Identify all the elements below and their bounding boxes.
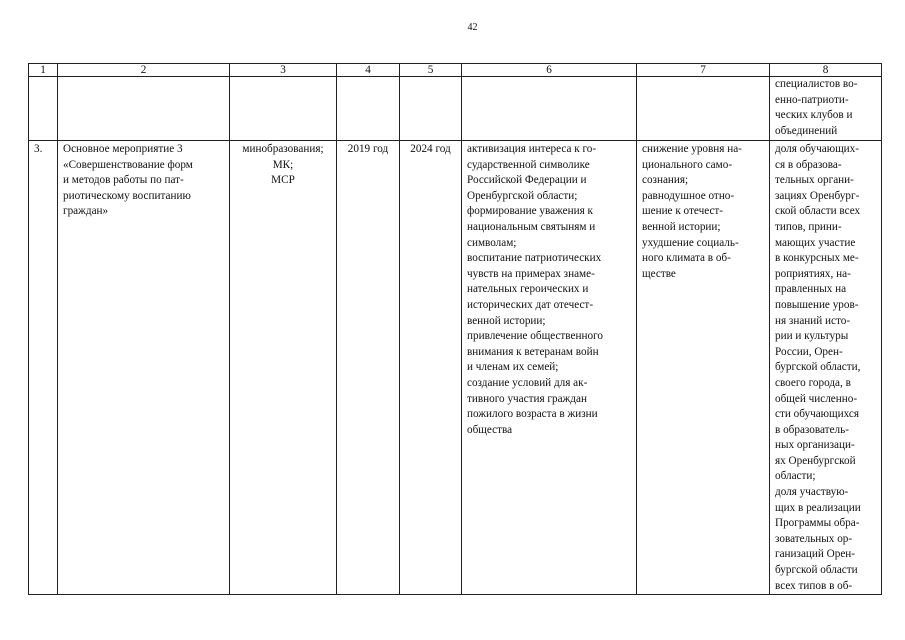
text-line: снижение уровня на- xyxy=(642,143,742,155)
text-line: символам; xyxy=(467,236,517,249)
text-line: ществе xyxy=(642,267,676,280)
column-number: 6 xyxy=(462,64,637,77)
executors-cell xyxy=(230,141,337,595)
text-line: венной истории; xyxy=(467,314,546,327)
text-line: ганизаций Орен- xyxy=(775,548,856,561)
text-line: шение к отечест- xyxy=(642,205,724,218)
table-row xyxy=(29,141,882,595)
text-line: венной истории; xyxy=(642,220,721,233)
text-line: ционального само- xyxy=(642,158,733,171)
text-line: мающих участие xyxy=(775,236,856,249)
text-line: ухудшение социаль- xyxy=(642,236,739,249)
table-cell xyxy=(58,77,230,141)
text-line: объединений xyxy=(775,124,838,137)
column-number: 8 xyxy=(770,64,882,77)
text-line: внимания к ветеранам войн xyxy=(467,345,599,358)
indicators-cell xyxy=(770,141,882,595)
text-line: типов, прини- xyxy=(775,220,842,233)
text-line: своего города, в xyxy=(775,376,851,389)
text-line: исторических дат отечест- xyxy=(467,298,594,311)
text-line: правленных на xyxy=(775,283,847,296)
measure-title-cell xyxy=(58,141,230,595)
row-number: 3. xyxy=(29,141,58,595)
text-line: ской области всех xyxy=(775,205,861,218)
text-line: воспитание патриотических xyxy=(467,252,602,265)
text-line: ного климата в об- xyxy=(642,252,731,265)
text-line: сознания; xyxy=(642,174,689,187)
program-table xyxy=(28,63,882,595)
text-line: России, Орен- xyxy=(775,345,843,358)
text-line: ня знаний исто- xyxy=(775,314,851,327)
text-line: Оренбургской области; xyxy=(467,189,578,202)
text-line: создание условий для ак- xyxy=(467,376,588,389)
column-number: 2 xyxy=(58,64,230,77)
text-line: активизация интереса к го- xyxy=(467,143,597,155)
text-line: Основное мероприятие 3 xyxy=(63,143,183,155)
text-line: «Совершенствование форм xyxy=(63,158,193,171)
column-number: 7 xyxy=(637,64,770,77)
text-line: роприятиях, на- xyxy=(775,267,851,280)
text-line: тивного участия граждан xyxy=(467,392,587,405)
text-line: в конкурсных ме- xyxy=(775,252,859,265)
text-line: риотическому воспитанию xyxy=(63,189,191,202)
text-line: равнодушное отно- xyxy=(642,189,735,202)
text-line: привлечение общественного xyxy=(467,330,603,343)
text-line: национальным святыням и xyxy=(467,220,596,233)
text-line: сударственной символике xyxy=(467,158,590,171)
consequences-cell xyxy=(637,141,770,595)
indicators-cell xyxy=(770,77,882,141)
text-line: тельных органи- xyxy=(775,174,854,187)
text-line: и членам их семей; xyxy=(467,361,559,374)
table-cell xyxy=(337,77,400,141)
column-number: 5 xyxy=(400,64,462,77)
continued-row xyxy=(29,77,882,141)
text-line: пожилого возраста в жизни xyxy=(467,408,598,421)
table-cell xyxy=(637,77,770,141)
column-number: 3 xyxy=(230,64,337,77)
text-line: минобразования; xyxy=(242,143,324,155)
text-line: и методов работы по пат- xyxy=(63,174,184,187)
expected-results-cell xyxy=(462,141,637,595)
text-line: Российской Федерации и xyxy=(467,174,587,187)
text-line: области; xyxy=(775,470,816,483)
text-line: МК; xyxy=(272,158,294,171)
text-line: ся в образова- xyxy=(775,158,842,171)
text-line: специалистов во- xyxy=(775,78,858,90)
text-line: сти обучающихся xyxy=(775,408,860,421)
table-cell xyxy=(400,77,462,141)
table-cell xyxy=(462,77,637,141)
start-year: 2019 год xyxy=(337,141,400,595)
text-line: зовательных ор- xyxy=(775,532,853,545)
text-line: всех типов в об- xyxy=(775,579,853,592)
column-number: 4 xyxy=(337,64,400,77)
text-line: общества xyxy=(467,423,513,436)
text-line: граждан» xyxy=(63,205,109,218)
column-number: 1 xyxy=(29,64,58,77)
text-line: МСР xyxy=(271,174,295,187)
table-cell xyxy=(29,77,58,141)
text-line: бургской области xyxy=(775,564,858,577)
column-number-row xyxy=(29,64,882,77)
text-line: повышение уров- xyxy=(775,298,859,311)
table-cell xyxy=(230,77,337,141)
text-line: в образователь- xyxy=(775,423,849,436)
page-number: 42 xyxy=(467,22,478,33)
text-line: общей численно- xyxy=(775,392,858,405)
text-line: ях Оренбургской xyxy=(775,454,856,467)
text-line: Программы обра- xyxy=(775,517,860,530)
text-line: доля участвую- xyxy=(775,486,849,499)
text-line: ных организаци- xyxy=(775,439,855,452)
text-line: зациях Оренбург- xyxy=(775,189,860,202)
text-line: ческих клубов и xyxy=(775,109,853,122)
text-line: щих в реализации xyxy=(775,501,861,514)
text-line: рии и культуры xyxy=(775,330,849,343)
text-line: формирование уважения к xyxy=(467,205,593,218)
text-line: чувств на примерах знаме- xyxy=(467,267,595,280)
text-line: енно-патриоти- xyxy=(775,93,849,106)
end-year: 2024 год xyxy=(400,141,462,595)
text-line: бургской области, xyxy=(775,361,861,374)
text-line: доля обучающих- xyxy=(775,143,859,155)
text-line: нательных героических и xyxy=(467,283,589,296)
